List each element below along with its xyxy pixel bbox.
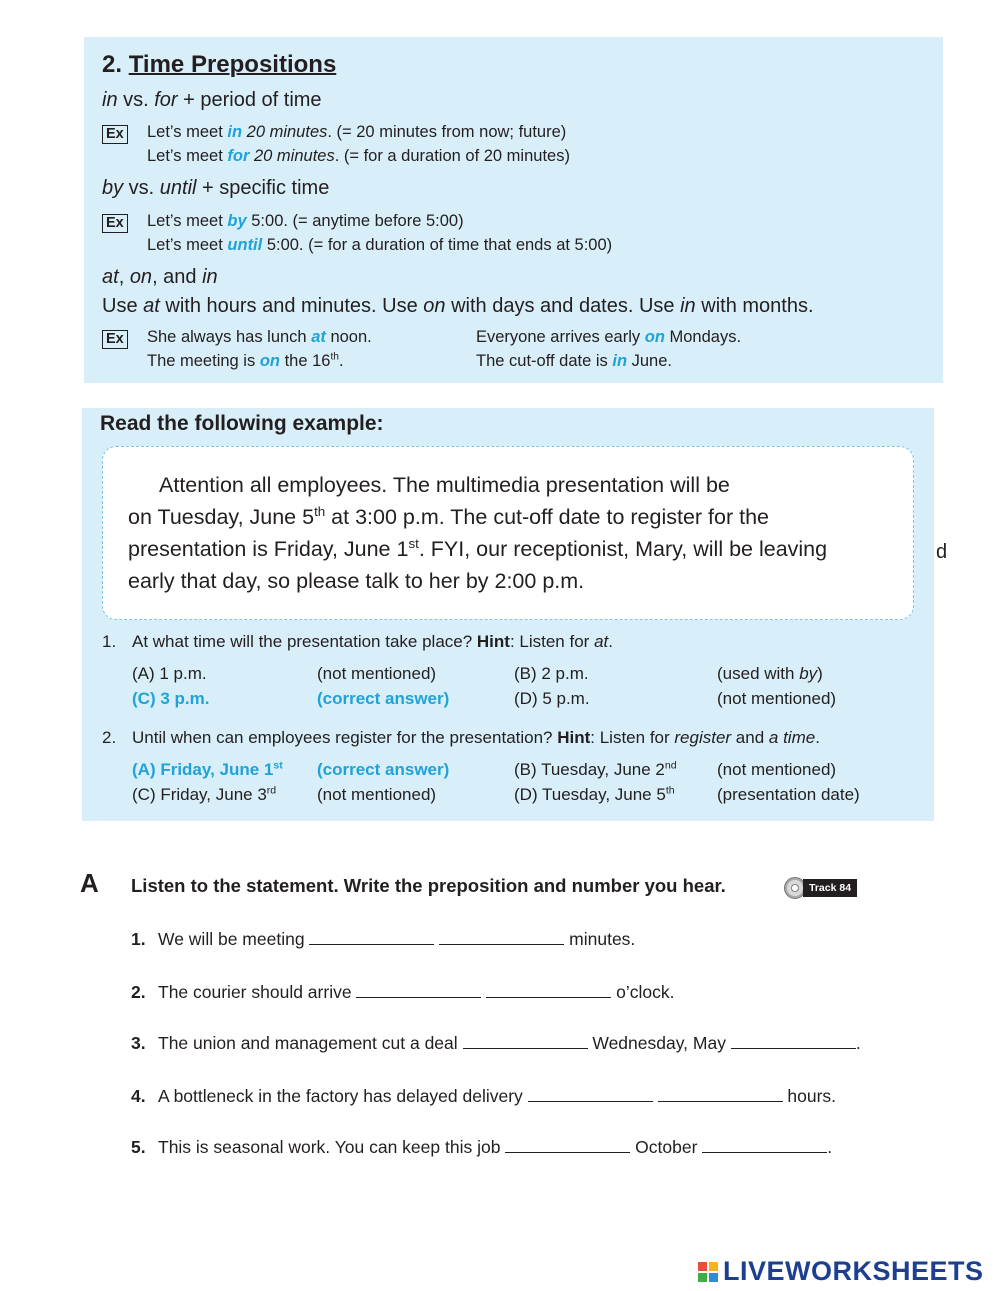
logo-icon [698, 1262, 718, 1282]
example-line: The cut-off date is in June. [476, 352, 672, 370]
section-title: 2. Time Prepositions [102, 51, 337, 78]
correct-answer-note: (correct answer) [317, 689, 450, 708]
reading-heading: Read the following example: [100, 412, 384, 435]
answer-blank[interactable] [702, 1136, 827, 1153]
option-note: (used with by) [717, 664, 823, 683]
question-1: 1. At what time will the presentation take place? Hint: Listen for at. [102, 632, 613, 651]
audio-track-badge[interactable] [784, 877, 857, 899]
logo-text: LIVEWORKSHEETS [723, 1256, 984, 1286]
section-title-text: Time Prepositions [128, 51, 337, 78]
answer-blank[interactable] [505, 1136, 630, 1153]
track-label: Track 84 [803, 879, 857, 897]
option-note: (presentation date) [717, 785, 860, 804]
liveworksheets-logo[interactable] [698, 1256, 984, 1287]
exercise-item-2: 2. The courier should arrive o’clock. [131, 982, 675, 1002]
subheading-in-vs-for: in vs. for + period of time [102, 89, 322, 111]
exercise-item-4: 4. A bottleneck in the factory has delayed delivery hours. [131, 1086, 837, 1106]
ex-label: Ex [102, 330, 128, 349]
answer-blank[interactable] [309, 928, 434, 945]
exercise-item-5: 5. This is seasonal work. You can keep this job October . [131, 1137, 833, 1157]
exercise-instruction: Listen to the statement. Write the preposition and number you hear. [131, 875, 726, 896]
answer-blank[interactable] [528, 1085, 653, 1102]
exercise-item-1: 1. We will be meeting minutes. [131, 929, 636, 949]
example-line: The meeting is on the 16th. [147, 351, 344, 370]
example-line: Let’s meet in 20 minutes. (= 20 minutes from now; future) [147, 123, 567, 141]
cropped-edge-text: d [936, 541, 948, 563]
option-a-correct: (A) Friday, June 1st [132, 759, 283, 779]
answer-blank[interactable] [439, 928, 564, 945]
option-note: (not mentioned) [317, 664, 437, 683]
example-line: Let’s meet for 20 minutes. (= for a duration of 20 minutes) [147, 147, 570, 165]
option-b: (B) 2 p.m. [514, 664, 589, 683]
ex-label: Ex [102, 214, 128, 233]
answer-blank[interactable] [658, 1085, 783, 1102]
answer-blank[interactable] [731, 1032, 856, 1049]
option-note: (not mentioned) [717, 760, 837, 779]
announcement-line: early that day, so please talk to her by 2:00 p.m. [128, 569, 585, 593]
example-line: Let’s meet until 5:00. (= for a duration of time that ends at 5:00) [147, 236, 613, 254]
usage-rule: Use at with hours and minutes. Use on with days and dates. Use in with months. [102, 295, 814, 317]
option-d: (D) 5 p.m. [514, 689, 590, 708]
exercise-item-3: 3. The union and management cut a deal Wednesday, May . [131, 1033, 861, 1053]
announcement-line: Attention all employees. The multimedia presentation will be [159, 473, 730, 497]
example-line: She always has lunch at noon. [147, 328, 372, 346]
announcement-line: on Tuesday, June 5th at 3:00 p.m. The cut-off date to register for the [128, 503, 769, 529]
subheading-by-vs-until: by vs. until + specific time [102, 177, 330, 199]
question-2: 2. Until when can employees register for the presentation? Hint: Listen for register and a time. [102, 728, 820, 747]
announcement-box [102, 446, 914, 620]
option-a: (A) 1 p.m. [132, 664, 207, 683]
time-prepositions-panel [84, 37, 943, 383]
answer-blank[interactable] [356, 981, 481, 998]
ex-label: Ex [102, 125, 128, 144]
example-line: Everyone arrives early on Mondays. [476, 328, 742, 346]
option-c-correct: (C) 3 p.m. [132, 689, 210, 708]
option-c: (C) Friday, June 3rd [132, 784, 277, 804]
correct-answer-note: (correct answer) [317, 760, 450, 779]
reading-example-panel [82, 408, 934, 821]
option-note: (not mentioned) [317, 785, 437, 804]
answer-blank[interactable] [463, 1032, 588, 1049]
answer-blank[interactable] [486, 981, 611, 998]
example-line: Let’s meet by 5:00. (= anytime before 5:00) [147, 212, 464, 230]
subheading-at-on-in: at, on, and in [102, 266, 218, 288]
option-b: (B) Tuesday, June 2nd [514, 759, 677, 779]
option-d: (D) Tuesday, June 5th [514, 784, 675, 804]
exercise-letter: A [80, 868, 99, 898]
option-note: (not mentioned) [717, 689, 837, 708]
announcement-line: presentation is Friday, June 1st. FYI, our receptionist, Mary, will be leaving [128, 535, 828, 561]
